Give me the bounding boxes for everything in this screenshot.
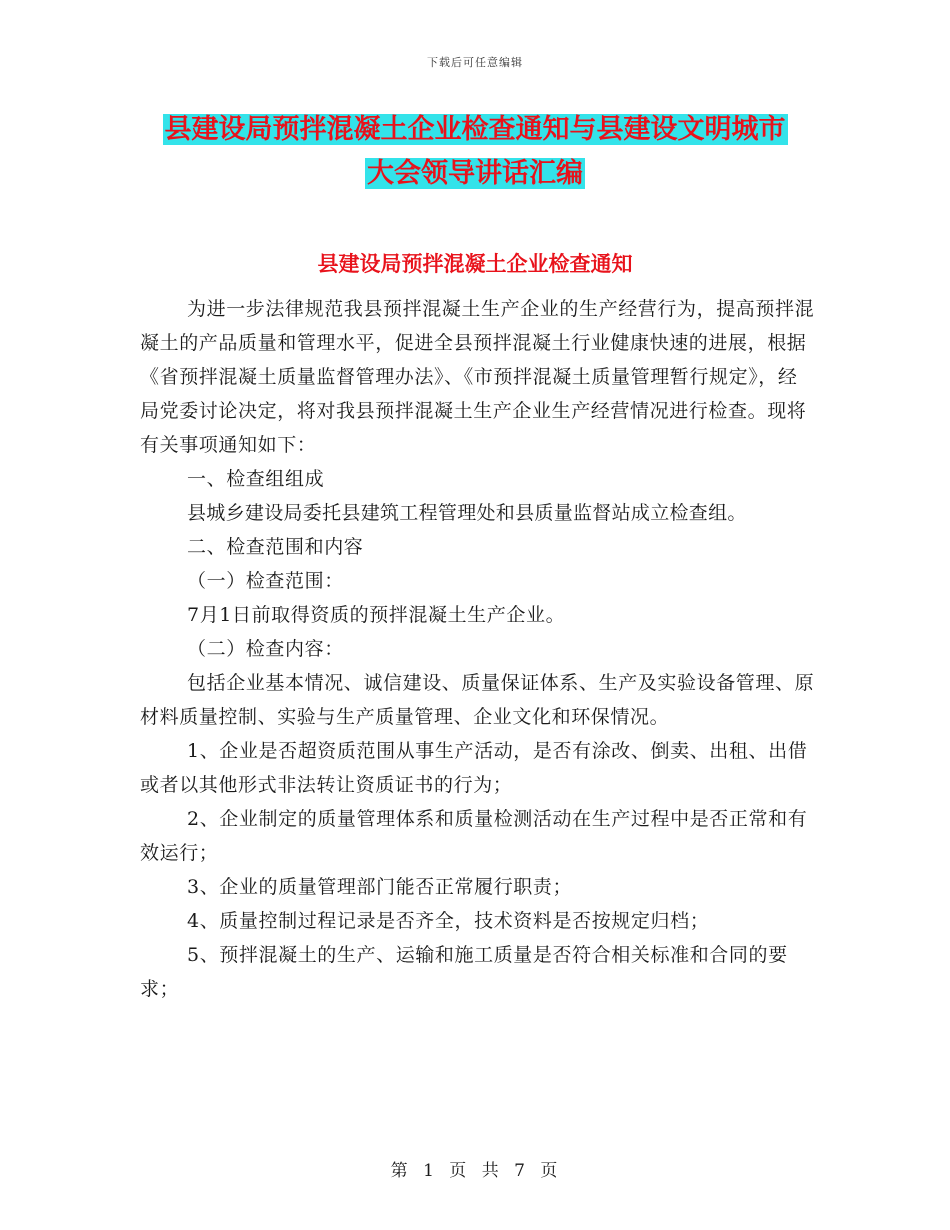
list-item-2: 2、企业制定的质量管理体系和质量检测活动在生产过程中是否正常和有效运行；	[140, 808, 808, 864]
document-title-line-1: 县建设局预拌混凝土企业检查通知与县建设文明城市	[164, 114, 786, 145]
subheading-scope: （一）检查范围：	[187, 570, 344, 592]
section-title: 县建设局预拌混凝土企业检查通知	[317, 252, 633, 276]
paragraph-scope: 7月1日前取得资质的预拌混凝土生产企业。	[187, 604, 566, 626]
document-title-line-2: 大会领导讲话汇编	[367, 158, 583, 189]
paragraph-inspection-team: 县城乡建设局委托县建筑工程管理处和县质量监督站成立检查组。	[187, 502, 747, 524]
subheading-content: （二）检查内容：	[187, 638, 344, 660]
list-item-1: 1、企业是否超资质范围从事生产活动，是否有涂改、倒卖、出租、出借或者以其他形式非法转让资质证书的行为；	[140, 740, 808, 796]
heading-scope-content: 二、检查范围和内容	[187, 536, 364, 558]
list-item-3: 3、企业的质量管理部门能否正常履行职责；	[187, 876, 573, 898]
page-number: 第 1 页 共 7 页	[390, 1161, 560, 1181]
paragraph-intro: 为进一步法律规范我县预拌混凝土生产企业的生产经营行为，提高预拌混凝土的产品质量和管理水平，促进全县预拌混凝土行业健康快速的进展，根据《省预拌混凝土质量监督管理办法》、《市预拌混凝土质量管理暂行规定》，经局党委讨论决定，将对我县预拌混凝土生产企业生产经营情况进行检查。现将有关事项通知如下：	[140, 298, 815, 456]
document-title	[150, 108, 800, 196]
heading-inspection-team: 一、检查组组成	[187, 468, 325, 490]
document-body	[140, 292, 816, 1006]
list-item-5: 5、预拌混凝土的生产、运输和施工质量是否符合相关标准和合同的要求；	[140, 944, 788, 1000]
page-header-note: 下载后可任意编辑	[427, 56, 523, 69]
list-item-4: 4、质量控制过程记录是否齐全，技术资料是否按规定归档；	[187, 910, 710, 932]
paragraph-content: 包括企业基本情况、诚信建设、质量保证体系、生产及实验设备管理、原材料质量控制、实验与生产质量管理、企业文化和环保情况。	[140, 672, 815, 728]
